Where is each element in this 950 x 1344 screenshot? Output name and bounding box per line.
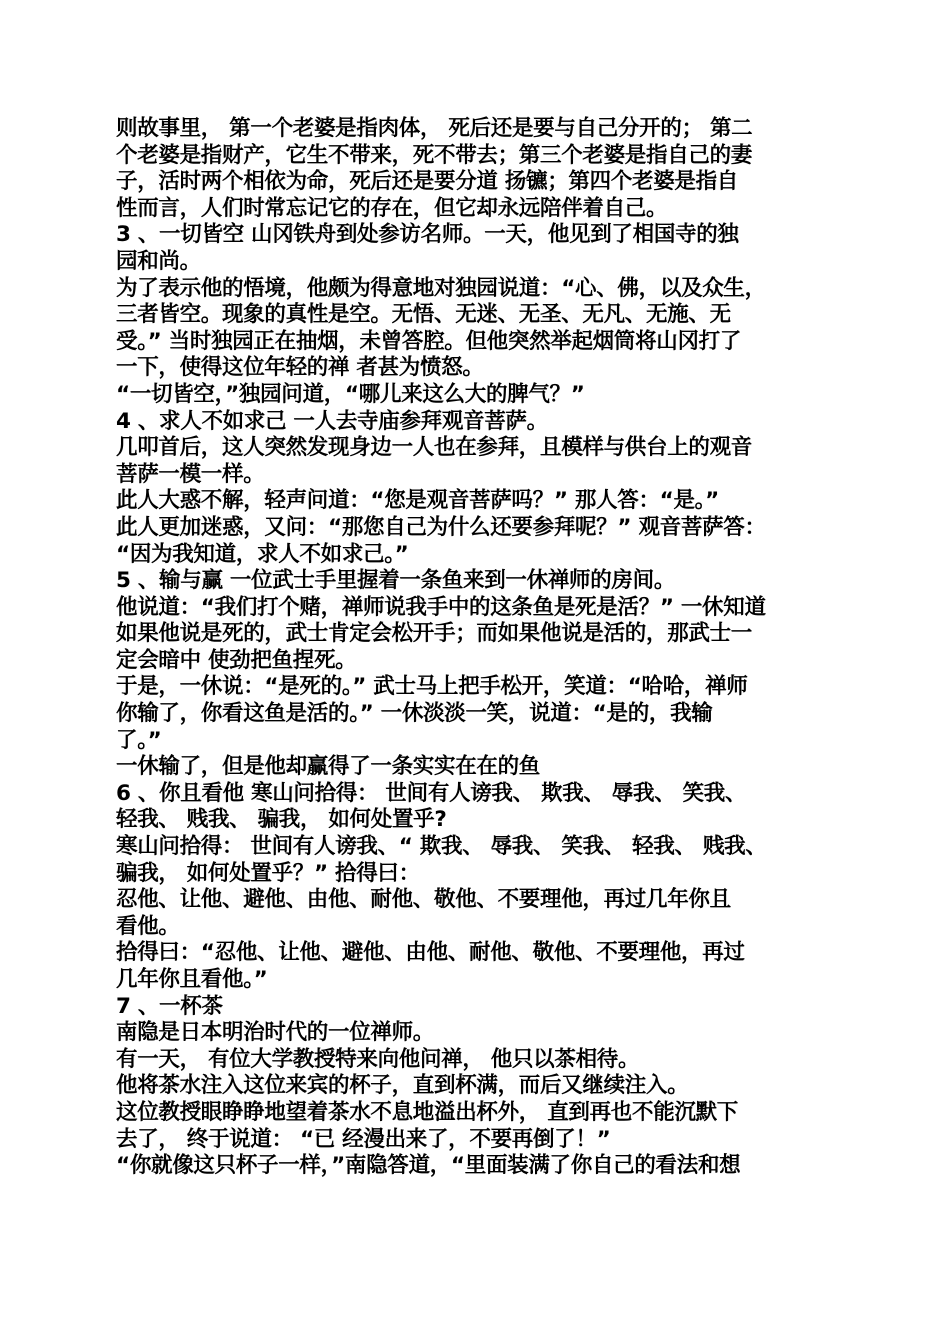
body-text — [116, 116, 840, 1180]
section-heading-5: 5 、输与赢 一位武士手里握着一条鱼来到一休禅师的房间。 — [116, 568, 676, 594]
text-line: “因为我知道，求人不如求己。” — [116, 541, 409, 567]
text-line: 他将茶水注入这位来宾的杯子，直到杯满，而后又继续注入。 — [116, 1073, 689, 1099]
text-line: 他说道：“我们打个赌，禅师说我手中的这条鱼是死是活？” 一休知道 — [116, 594, 766, 620]
text-line: 你输了，你看这鱼是活的。” 一休淡淡一笑，说道：“是的，我输 — [116, 701, 713, 727]
text-line: 则故事里， 第一个老婆是指肉体， 死后还是要与自己分开的； 第二 — [116, 116, 753, 141]
text-line: 了。” — [116, 727, 162, 753]
text-line: “一切皆空，”独园问道，“哪儿来这么大的脾气？” — [116, 381, 585, 407]
text-line: 轻我、 贱我、 骗我， 如何处置乎? — [116, 807, 447, 833]
text-line: 有一天， 有位大学教授特来向他问禅， 他只以茶相待。 — [116, 1046, 640, 1072]
text-line: 受。” 当时独园正在抽烟，未曾答腔。但他突然举起烟筒将山冈打了 — [116, 328, 742, 354]
text-line: 忍他、让他、避他、由他、耐他、敬他、不要理他，再过几年你且 — [116, 887, 731, 913]
text-line: 一下，使得这位年轻的禅 者甚为愤怒。 — [116, 355, 484, 381]
text-line: 定会暗中 使劲把鱼捏死。 — [116, 647, 357, 673]
text-line: 子，活时两个相依为命，死后还是要分道 扬镳；第四个老婆是指自 — [116, 169, 738, 195]
text-line: 三者皆空。现象的真性是空。无悟、无迷、无圣、无凡、无施、无 — [116, 302, 731, 328]
section-heading-4: 4 、求人不如求己 一人去寺庙参拜观音菩萨。 — [116, 408, 548, 434]
text-line: 菩萨一模一样。 — [116, 461, 265, 487]
text-line: “你就像这只杯子一样，”南隐答道，“里面装满了你自己的看法和想 — [116, 1153, 741, 1179]
text-line: 去了， 终于说道： “已 经漫出来了，不要再倒了！” — [116, 1126, 611, 1152]
text-line: 个老婆是指财产，它生不带来，死不带去；第三个老婆是指自己的妻 — [116, 142, 753, 168]
text-line: 此人更加迷惑，又问：“那您自己为什么还要参拜呢？” 观音菩萨答： — [116, 514, 766, 540]
text-line: 如果他说是死的，武士肯定会松开手；而如果他说是活的，那武士一 — [116, 621, 753, 647]
text-line: 看他。 — [116, 913, 180, 939]
text-line: 骗我， 如何处置乎？” 拾得曰： — [116, 860, 420, 886]
text-line: 这位教授眼睁睁地望着茶水不息地溢出杯外， 直到再也不能沉默下 — [116, 1099, 738, 1125]
text-line: 寒山问拾得： 世间有人谤我、“ 欺我、 辱我、 笑我、 轻我、 贱我、 — [116, 834, 767, 860]
text-line: 拾得曰：“忍他、让他、避他、由他、耐他、敬他、不要理他，再过 — [116, 940, 745, 966]
text-line: 于是，一休说：“是死的。” 武士马上把手松开，笑道：“哈哈，禅师 — [116, 674, 748, 700]
text-line: 一休输了，但是他却赢得了一条实实在在的鱼 — [116, 754, 541, 780]
section-heading-7: 7 、一杯茶 — [116, 993, 223, 1019]
text-line: 几年你且看他。” — [116, 967, 268, 992]
text-line: 性而言，人们时常忘记它的存在，但它却永远陪伴着自己。 — [116, 195, 668, 221]
section-heading-6: 6 、你且看他 寒山问拾得： 世间有人谤我、 欺我、 辱我、 笑我、 — [116, 780, 747, 806]
text-line: 此人大惑不解，轻声问道：“您是观音菩萨吗？” 那人答：“是。” — [116, 488, 719, 514]
text-line: 园和尚。 — [116, 248, 201, 274]
text-line: 为了表示他的悟境，他颇为得意地对独园说道：“心、佛，以及众生， — [116, 275, 766, 301]
text-line: 几叩首后，这人突然发现身边一人也在参拜，且模样与供台上的观音 — [116, 435, 753, 461]
section-heading-3: 3 、一切皆空 山冈铁舟到处参访名师。一天，他见到了相国寺的独 — [116, 222, 739, 248]
text-line: 南隐是日本明治时代的一位禅师。 — [116, 1020, 435, 1046]
